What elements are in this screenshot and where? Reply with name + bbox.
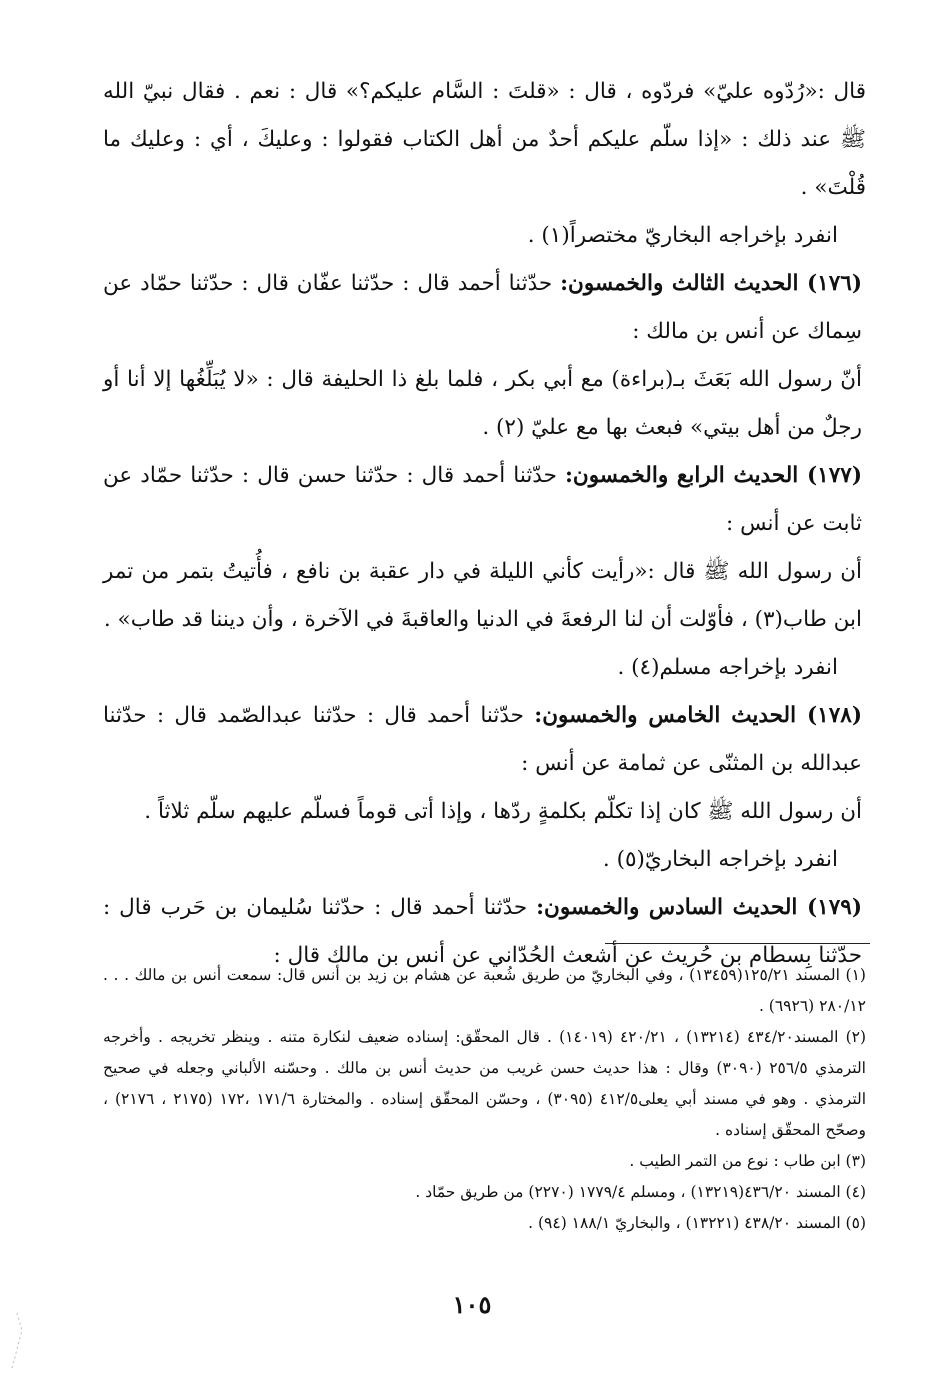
- footnotes: [103, 960, 866, 1239]
- hadith-176-title: (١٧٦) الحديث الثالث والخمسون:: [560, 271, 863, 296]
- paragraph-takhrij-175: انفرد بإخراجه البخاريّ مختصراً(١) .: [527, 223, 838, 248]
- hadith-176-text: أنّ رسول الله بَعَثَ بـ(براءة) مع أبي بكر ، فلما بلغ ذا الحليفة قال : «لا يُبَلِّغُها إلا أنا أو رجلٌ من أهل بيتي» فبعث بها مع عليّ (٢) .: [103, 367, 862, 440]
- page-number: ١٠٥: [452, 1290, 492, 1319]
- footnote-2: (٢) المسند٤٣٤/٢٠ (١٣٢١٤) ، ٤٢٠/٢١ (١٤٠١٩) . قال المحقّق: إسناده ضعيف لنكارة متنه . وينظر تخريجه . وأخرجه الترمذي ٢٥٦/٥ (٣٠٩٠) وقال : هذا حديث حسن غريب من حديث أنس بن مالك . وحسّنه الألباني وجعله في صحيح الترمذي . وهو في مسند أبي يعلى٤١٢/٥ (٣٠٩٥) ، وحسّن المحقّق إسناده . والمختارة ١٧١/٦ ،١٧٢ (٢١٧٥ ، ٢١٧٦) ، وصحّح المحقّق إسناده .: [103, 1028, 867, 1139]
- paragraph-continuation: قال :«رُدّوه عليّ» فردّوه ، قال : «قلتَ : السَّام عليكم؟» قال : نعم . فقال نبيّ الله ﷺ عند ذلك : «إذا سلّم عليكم أحدٌ من أهل الكتاب فقولوا : وعليكَ ، أي : وعليك ما قُلْتَ» .: [103, 79, 866, 200]
- hadith-177-title: (١٧٧) الحديث الرابع والخمسون:: [564, 463, 862, 488]
- main-text: [103, 68, 866, 980]
- footnote-4: (٤) المسند ٤٣٦/٢٠(١٣٢١٩) ، ومسلم ١٧٧٩/٤ (٢٢٧٠) من طريق حمّاد .: [415, 1183, 866, 1201]
- footnote-3: (٣) ابن طاب : نوع من التمر الطيب .: [629, 1152, 866, 1170]
- hadith-178-title: (١٧٨) الحديث الخامس والخمسون:: [534, 703, 862, 728]
- hadith-178-header: [103, 692, 866, 788]
- hadith-179-title: (١٧٩) الحديث السادس والخمسون:: [536, 895, 862, 920]
- hadith-178-takhrij: انفرد بإخراجه البخاريّ(٥) .: [602, 847, 838, 872]
- hadith-177-isnad: حدّثنا أحمد قال : حدّثنا حسن قال : حدّثنا حمّاد عن ثابت عن أنس :: [103, 463, 862, 536]
- footnote-separator: [605, 943, 870, 944]
- hadith-179-isnad: حدّثنا أحمد قال : حدّثنا سُليمان بن حَرب قال : حدّثنا بِسطام بن حُريث عن أشعث الحُدّاني عن أنس بن مالك قال :: [103, 895, 862, 968]
- hadith-177-takhrij: انفرد بإخراجه مسلم(٤) .: [617, 655, 838, 680]
- hadith-176-header: [103, 260, 866, 356]
- hadith-178-isnad: حدّثنا أحمد قال : حدّثنا عبدالصّمد قال : حدّثنا عبدالله بن المثنّى عن ثمامة عن أنس :: [103, 703, 862, 776]
- scan-edge-mark: [10, 1290, 50, 1370]
- footnote-1: (١) المسند ١٢٥/٢١(١٣٤٥٩) ، وفي البخاريّ من طريق شُعبة عن هشام بن زيد بن أنس قال: سمعت أنس بن مالك . . . ٢٨٠/١٢ (٦٩٢٦) .: [103, 966, 866, 1015]
- hadith-177-text: أن رسول الله ﷺ قال :«رأيت كأني الليلة في دار عقبة بن نافع ، فأُتيتُ بتمر من تمر ابن طاب(٣) ، فأوّلت أن لنا الرفعةَ في الدنيا والعاقبةَ في الآخرة ، وأن ديننا قد طاب» .: [103, 559, 862, 632]
- hadith-177-header: [103, 452, 866, 548]
- footnote-5: (٥) المسند ٤٣٨/٢٠ (١٣٢٢١) ، والبخاريّ ١٨٨/١ (٩٤) .: [528, 1214, 866, 1232]
- hadith-178-text: أن رسول الله ﷺ كان إذا تكلّم بكلمةٍ ردّها ، وإذا أتى قوماً فسلّم عليهم سلّم ثلاثاً .: [144, 799, 862, 824]
- hadith-176-isnad: حدّثنا أحمد قال : حدّثنا عفّان قال : حدّثنا حمّاد عن سِماك عن أنس بن مالك :: [103, 271, 862, 344]
